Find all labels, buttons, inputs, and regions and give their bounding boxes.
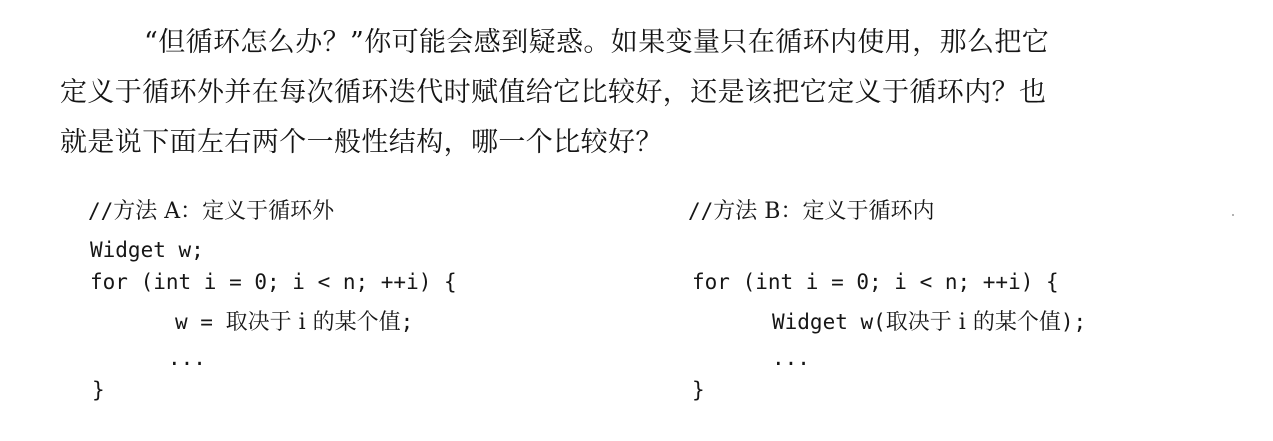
method-b-ellipsis: ... [772,346,810,370]
method-a-comment [88,197,334,226]
method-a-closing-brace: } [92,378,105,402]
comment-slashes: // [88,199,114,223]
assign-suffix: ; [400,310,414,334]
method-a-declaration: Widget w; [90,238,204,262]
method-b-declaration [772,308,1086,337]
paragraph-line-3: 就是说下面左右两个一般性结构，哪一个比较好？ [60,127,663,158]
decl-prefix: Widget w( [772,310,886,334]
method-a-ellipsis: ... [168,346,206,370]
method-a-for-header: for (int i = 0; i < n; ++i) { [90,270,457,294]
paragraph-line-1: “但循环怎么办？”你可能会感到疑惑。如果变量只在循环内使用，那么把它 [144,27,1050,58]
assign-value: 取决于 i 的某个值 [225,310,401,335]
scan-speck [1232,214,1234,216]
method-a-assignment [175,308,413,337]
method-b-comment-text: 方法 B：定义于循环内 [713,199,935,224]
method-b-comment [688,197,934,226]
method-b-for-header: for (int i = 0; i < n; ++i) { [692,270,1059,294]
decl-suffix: ); [1060,310,1087,334]
assign-prefix: w = [175,310,226,334]
paragraph-line-2: 定义于循环外并在每次循环迭代时赋值给它比较好，还是该把它定义于循环内？也 [60,77,1047,108]
method-b-closing-brace: } [692,378,705,402]
decl-value: 取决于 i 的某个值 [885,310,1061,335]
method-a-comment-text: 方法 A：定义于循环外 [113,199,335,224]
comment-slashes: // [688,199,714,223]
